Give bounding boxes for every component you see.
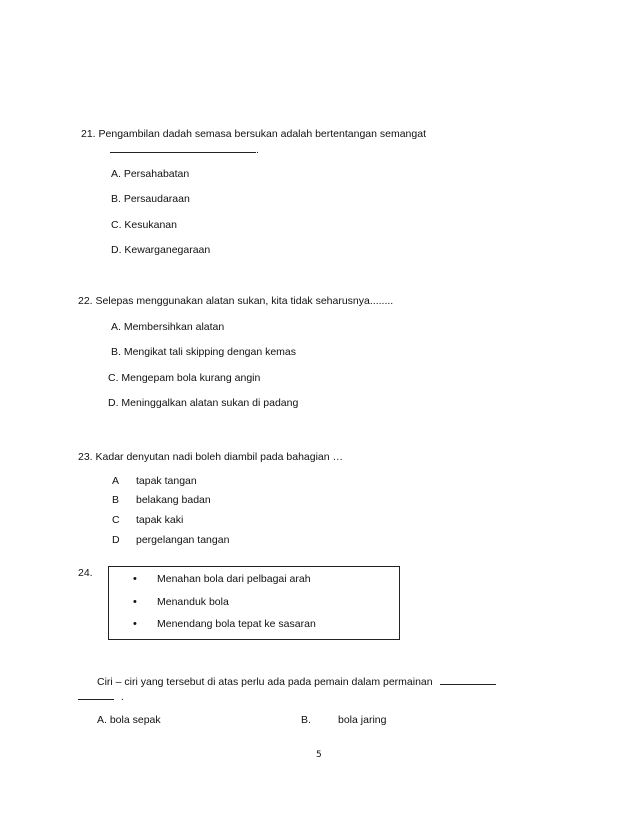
answer-blank — [110, 143, 256, 153]
question-21-option-d: D. Kewarganegaraan — [111, 244, 211, 256]
page-number: 5 — [316, 750, 322, 760]
question-22-option-b: B. Mengikat tali skipping dengan kemas — [111, 346, 297, 358]
option-letter: B. — [301, 714, 311, 726]
criteria-text: Menendang bola tepat ke sasaran — [157, 618, 316, 630]
option-text: bola jaring — [338, 714, 387, 726]
option-text: pergelangan tangan — [136, 534, 230, 546]
criteria-text: Menanduk bola — [157, 596, 229, 608]
question-23-option-d — [112, 534, 230, 546]
blank-period: . — [120, 691, 124, 703]
question-23-option-c — [112, 514, 184, 526]
question-24-criteria-box — [108, 566, 400, 640]
blank-period: . — [256, 144, 259, 156]
criteria-item — [133, 619, 316, 630]
bullet-icon: • — [133, 596, 137, 608]
question-23-stem: 23. Kadar denyutan nadi boleh diambil pada bahagian … — [78, 451, 344, 463]
option-letter: A — [112, 475, 120, 487]
question-24-blank-continuation — [78, 690, 124, 703]
option-letter: C — [112, 514, 120, 526]
question-22-option-d: D. Meninggalkan alatan sukan di padang — [108, 397, 299, 409]
question-24-number: 24. — [78, 567, 93, 579]
criteria-text: Menahan bola dari pelbagai arah — [157, 573, 311, 585]
question-21-blank-line — [110, 143, 259, 156]
question-22-option-a: A. Membersihkan alatan — [111, 321, 225, 333]
question-21-option-b: B. Persaudaraan — [111, 193, 190, 205]
option-letter: B — [112, 494, 120, 506]
question-24-option-a: A. bola sepak — [97, 714, 161, 726]
answer-blank — [78, 690, 114, 700]
option-text: tapak kaki — [136, 514, 184, 526]
question-21-option-c: C. Kesukanan — [111, 219, 177, 231]
question-21-stem: 21. Pengambilan dadah semasa bersukan adalah bertentangan semangat — [81, 128, 426, 140]
option-letter: D — [112, 534, 120, 546]
question-22-stem: 22. Selepas menggunakan alatan sukan, kita tidak seharusnya........ — [78, 295, 394, 307]
question-23-option-b — [112, 494, 211, 506]
question-24-option-b — [301, 714, 387, 726]
bullet-icon: • — [133, 573, 137, 585]
criteria-item — [133, 597, 229, 608]
stem-text: Ciri – ciri yang tersebut di atas perlu ada pada pemain dalam permainan — [97, 676, 433, 688]
question-23-option-a — [112, 475, 197, 487]
criteria-item — [133, 574, 311, 585]
answer-blank — [440, 675, 496, 685]
question-24-stem — [97, 675, 496, 688]
option-text: belakang badan — [136, 494, 211, 506]
question-21-option-a: A. Persahabatan — [111, 168, 190, 180]
question-22-option-c: C. Mengepam bola kurang angin — [108, 372, 261, 384]
bullet-icon: • — [133, 618, 137, 630]
option-text: tapak tangan — [136, 475, 197, 487]
